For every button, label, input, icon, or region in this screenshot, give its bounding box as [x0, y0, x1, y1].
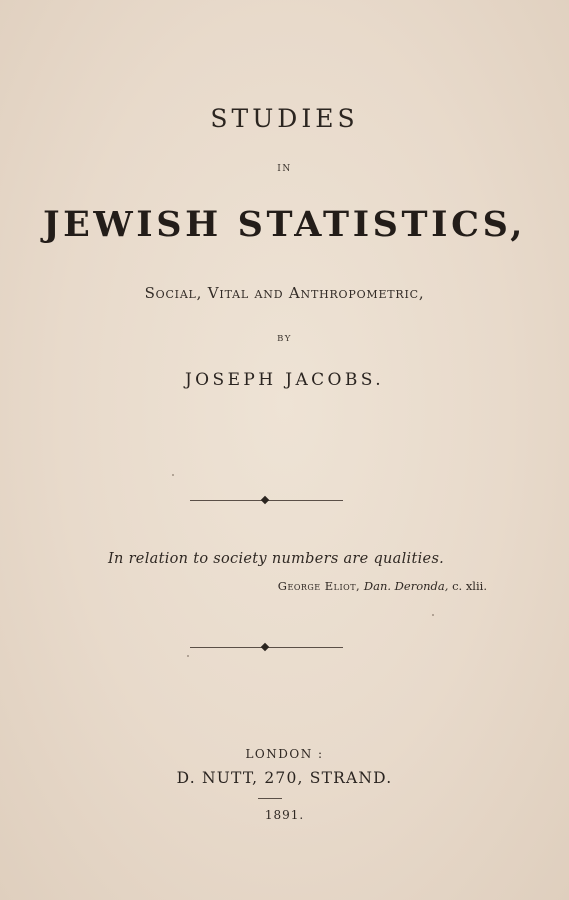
imprint-year: 1891.	[264, 808, 305, 822]
paper-speck	[187, 655, 189, 657]
by-line: BY	[277, 334, 292, 344]
epigraph-author: George Eliot,	[277, 579, 361, 593]
epigraph-chapter: c. xlii.	[452, 579, 487, 593]
ornamental-rule-top	[190, 496, 343, 506]
subtitle: Social, Vital and Anthropometric,	[144, 284, 425, 302]
title-studies: STUDIES	[210, 104, 359, 133]
imprint-city: LONDON :	[245, 747, 324, 761]
author-name: JOSEPH JACOBS.	[184, 370, 385, 390]
main-title: JEWISH STATISTICS,	[42, 204, 527, 245]
paper-speck	[432, 614, 434, 616]
imprint-rule	[258, 798, 282, 799]
epigraph-work: Dan. Deronda,	[363, 579, 449, 593]
epigraph-quote: In relation to society numbers are qualities.	[108, 551, 445, 567]
diamond-ornament-icon	[261, 496, 269, 504]
paper-speck	[172, 474, 174, 476]
title-in: IN	[277, 164, 292, 174]
ornamental-rule-bottom	[190, 643, 343, 653]
imprint-publisher: D. NUTT, 270, STRAND.	[176, 769, 393, 787]
epigraph-attribution	[278, 579, 487, 593]
diamond-ornament-icon	[261, 643, 269, 651]
